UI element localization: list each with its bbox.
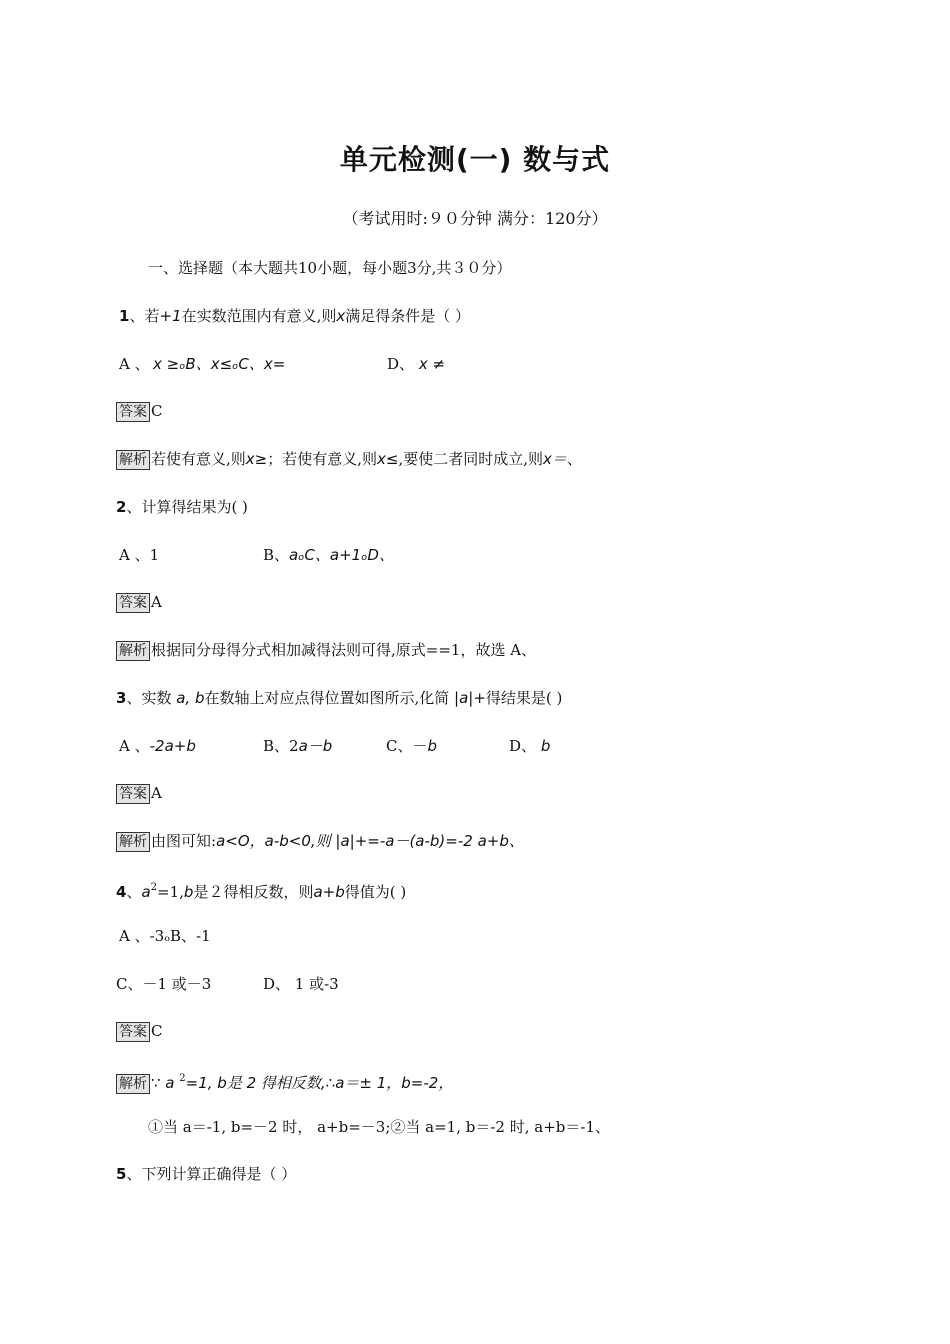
option-abc-values: x ≥ₒB、x≤ₒC、x= <box>153 355 286 373</box>
option-d-value: b <box>540 737 551 755</box>
question-text: 得结果是( ) <box>485 689 563 707</box>
option-d-label: D、 <box>387 355 415 373</box>
option-a-label: A 、 <box>119 737 150 755</box>
question-4-answer <box>116 1020 162 1042</box>
option-c-value: b <box>427 737 438 755</box>
answer-value: C <box>151 1022 163 1040</box>
question-text: 、计算得结果为( ) <box>126 498 248 516</box>
page-subtitle: （考试用时:９０分钟 满分：120分） <box>342 209 608 228</box>
question-number: 2 <box>116 498 127 516</box>
analysis-tag: 解析 <box>116 641 150 661</box>
analysis-text: 、 <box>566 450 582 468</box>
analysis-text: 根据同分母得分式相加减得法则可得,原式==1，故选 A、 <box>151 641 537 659</box>
question-expr: a+b <box>313 883 345 901</box>
option-a-label: A 、 <box>119 355 150 373</box>
answer-tag: 答案 <box>116 1022 150 1042</box>
question-var-a: a <box>141 883 151 901</box>
question-3-analysis <box>116 830 524 852</box>
question-var: x <box>336 307 346 325</box>
question-text: 、实数 <box>126 689 172 707</box>
question-text: 得值为( ) <box>344 883 407 901</box>
analysis-expr: x≤ <box>377 450 399 468</box>
question-text: 、 <box>126 883 142 901</box>
analysis-expr: a<O，a-b<0,则 |a|+=-a－(a-b)=-2 a+b、 <box>216 832 524 850</box>
question-2-analysis <box>116 639 536 661</box>
question-2 <box>116 496 248 518</box>
question-text: 、若 <box>129 307 160 325</box>
analysis-text: ,要使二者同时成立,则 <box>398 450 544 468</box>
question-text: 在实数范围内有意义,则 <box>181 307 337 325</box>
option-d-value: x ≠ <box>418 355 446 373</box>
analysis-expr: x≥ <box>245 450 268 468</box>
question-text: =1, <box>157 883 184 901</box>
option-a: A 、1 <box>119 546 160 564</box>
analysis-tag: 解析 <box>116 450 150 470</box>
question-text: 是２得相反数，则 <box>193 883 314 901</box>
analysis-text: 若使有意义,则 <box>151 450 246 468</box>
analysis-tag: 解析 <box>116 1074 150 1094</box>
question-number: 5 <box>116 1165 127 1183</box>
question-2-options <box>119 544 394 566</box>
option-d-label: D、 <box>509 737 537 755</box>
question-var-b: b <box>183 883 194 901</box>
answer-value: C <box>151 402 163 420</box>
option-d: D、 1 或-3 <box>263 975 339 993</box>
question-1-options <box>119 353 445 375</box>
superscript: 2 <box>179 1073 186 1084</box>
question-1-analysis <box>116 448 582 470</box>
page-title: 单元检测(一) 数与式 <box>339 143 611 176</box>
question-1-answer <box>116 400 162 422</box>
question-3-options <box>119 735 550 757</box>
question-expr: |a|+ <box>454 689 486 707</box>
question-4-analysis <box>116 1068 453 1094</box>
question-number: 4 <box>116 883 127 901</box>
question-vars: a, b <box>176 689 205 707</box>
question-text: 在数轴上对应点得位置如图所示,化简 <box>204 689 450 707</box>
analysis-text: =1, b是 2 得相反数,∴a＝± 1，b=-2， <box>185 1074 454 1092</box>
answer-tag: 答案 <box>116 593 150 613</box>
analysis-text: ∵ a <box>151 1074 180 1092</box>
question-4 <box>116 877 406 903</box>
question-text: 、下列计算正确得是（ ） <box>126 1165 297 1183</box>
question-3-answer <box>116 782 162 804</box>
question-number: 3 <box>116 689 127 707</box>
option-bcd-values: aₒC、a+1ₒD、 <box>289 546 394 564</box>
option-b-label: B、 <box>263 546 290 564</box>
question-2-answer <box>116 591 162 613</box>
question-4-analysis-line-2: ①当 a＝-1, b=－2 时， a+b=－3;②当 a=1, b＝-2 时, a+b＝-1、 <box>148 1118 610 1136</box>
superscript: 2 <box>150 882 158 893</box>
analysis-tag: 解析 <box>116 832 150 852</box>
question-3 <box>116 687 562 709</box>
question-4-options-1: A 、-3ₒB、-1 <box>119 927 211 945</box>
option-b-value: a－b <box>298 737 333 755</box>
question-1 <box>119 305 470 327</box>
answer-value: A <box>151 784 162 802</box>
analysis-text: 由图可知: <box>151 832 217 850</box>
option-a-value: -2a+b <box>149 737 196 755</box>
answer-value: A <box>151 593 162 611</box>
answer-tag: 答案 <box>116 784 150 804</box>
question-text: 满足得条件是（ ） <box>345 307 471 325</box>
analysis-text: ；若使有意义,则 <box>267 450 378 468</box>
option-b-label: B、2 <box>263 737 299 755</box>
question-4-options-2 <box>116 973 339 995</box>
question-5 <box>116 1163 296 1185</box>
analysis-expr: x＝ <box>543 450 567 468</box>
answer-tag: 答案 <box>116 402 150 422</box>
question-expr: +1 <box>159 307 182 325</box>
option-c-label: C、－ <box>386 737 428 755</box>
section-heading: 一、选择题（本大题共10小题，每小题3分,共３０分） <box>148 259 512 277</box>
question-number: 1 <box>119 307 130 325</box>
option-c: C、－1 或－3 <box>116 975 212 993</box>
